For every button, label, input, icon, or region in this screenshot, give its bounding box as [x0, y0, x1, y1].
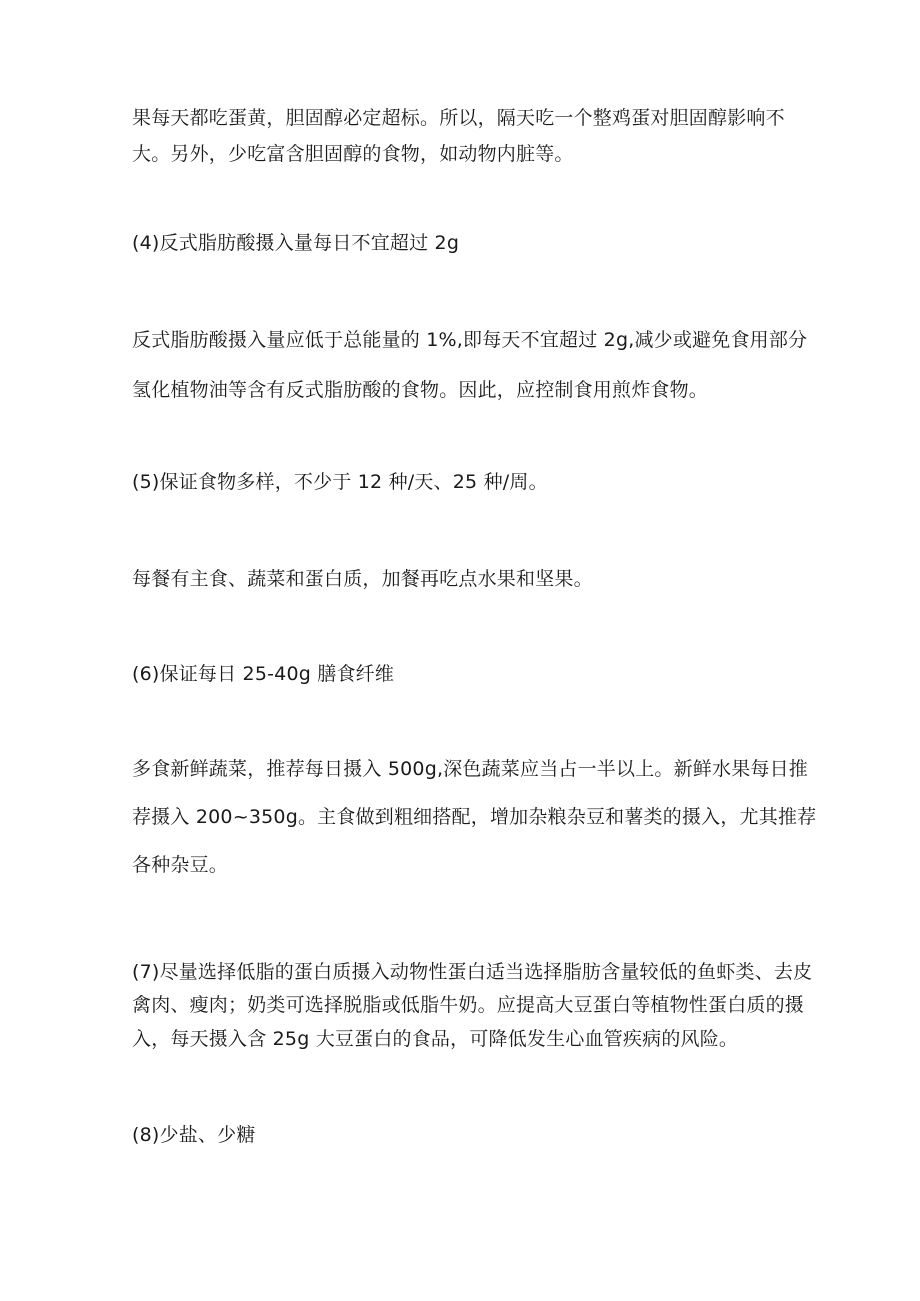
- paragraph-line: 入，每天摄入含 25g 大豆蛋白的食品，可降低发生心血管疾病的风险。: [132, 1028, 739, 1050]
- paragraph-line: 荐摄入 200~350g。主食做到粗细搭配，增加杂粮杂豆和薯类的摄入，尤其推荐: [132, 806, 817, 828]
- section-heading: (6)保证每日 25-40g 膳食纤维: [132, 663, 395, 685]
- paragraph-line: 每餐有主食、蔬菜和蛋白质，加餐再吃点水果和坚果。: [132, 568, 593, 590]
- paragraph-line: 多食新鲜蔬菜，推荐每日摄入 500g,深色蔬菜应当占一半以上。新鲜水果每日推: [132, 758, 809, 780]
- paragraph-line: 果每天都吃蛋黄，胆固醇必定超标。所以，隔天吃一个整鸡蛋对胆固醇影响不: [132, 107, 785, 129]
- paragraph-line: 氢化植物油等含有反式脂肪酸的食物。因此，应控制食用煎炸食物。: [132, 379, 709, 401]
- section-heading: (4)反式脂肪酸摄入量每日不宜超过 2g: [132, 232, 460, 254]
- paragraph-line: 各种杂豆。: [132, 854, 229, 876]
- paragraph-line: 禽肉、瘦肉；奶类可选择脱脂或低脂牛奶。应提高大豆蛋白等植物性蛋白质的摄: [132, 994, 805, 1016]
- section-heading: (8)少盐、少糖: [132, 1124, 256, 1146]
- section-heading: (7)尽量选择低脂的蛋白质摄入动物性蛋白适当选择脂肪含量较低的鱼虾类、去皮: [132, 961, 813, 983]
- section-heading: (5)保证食物多样，不少于 12 种/天、25 种/周。: [132, 471, 548, 493]
- paragraph-line: 大。另外，少吃富含胆固醇的食物，如动物内脏等。: [132, 143, 574, 165]
- paragraph-line: 反式脂肪酸摄入量应低于总能量的 1%,即每天不宜超过 2g,减少或避免食用部分: [132, 329, 808, 351]
